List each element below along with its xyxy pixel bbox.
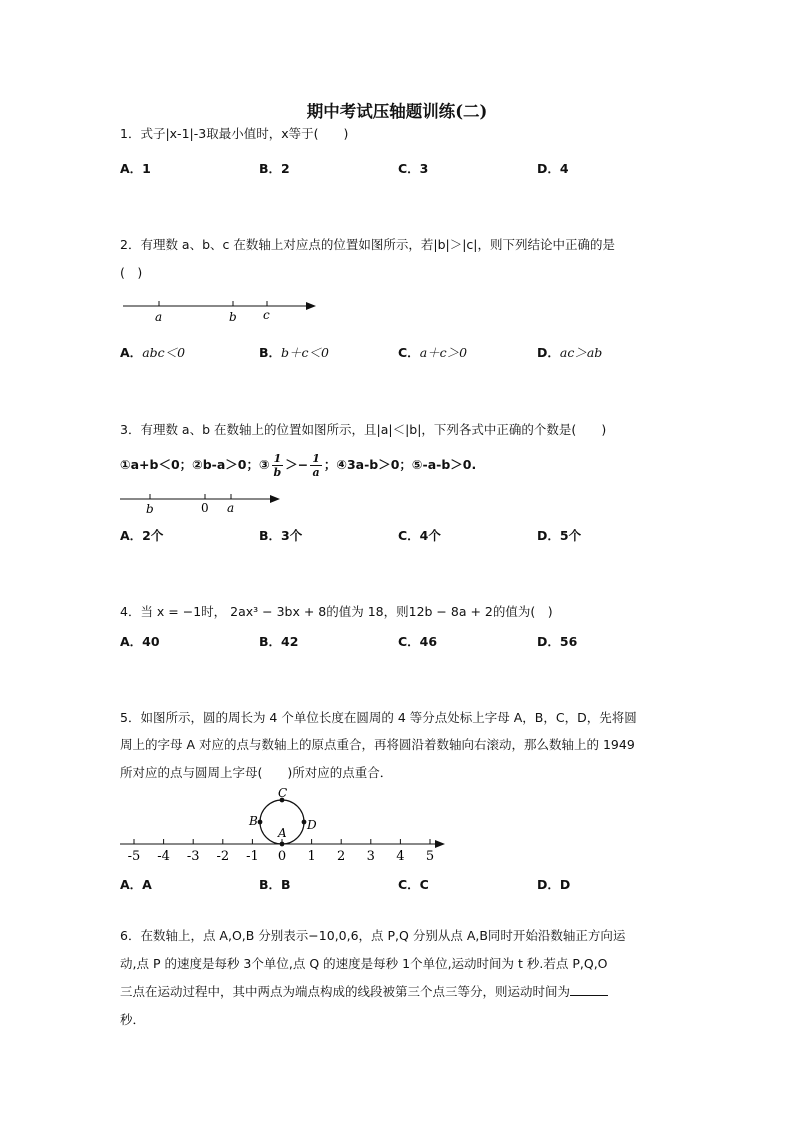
- q2-option-d[interactable]: [537, 343, 602, 361]
- q3-option-c[interactable]: C．4个: [398, 528, 441, 543]
- q5-label-c: C: [278, 786, 288, 800]
- q5-point-b: [258, 820, 263, 825]
- q1-option-a[interactable]: A．1: [120, 161, 151, 176]
- q2-label-c: c: [263, 308, 270, 322]
- q3-frac2-num: 1: [312, 452, 320, 465]
- q2-axis-arrow: [306, 302, 316, 310]
- question-6-stem-line4: 秒．: [120, 1012, 146, 1027]
- q2-option-d-value: ac＞ab: [559, 345, 603, 360]
- q5-tick-label: -1: [246, 849, 259, 864]
- question-6-stem-line2: 动,点 P 的速度是每秒 3个单位,点 Q 的速度是每秒 1个单位,运动时间为 t 秒.若点 P,Q,O: [120, 956, 608, 971]
- q3-option-a[interactable]: A．2个: [120, 528, 164, 543]
- q3-items-part2: ；④3a-b＞0；⑤-a-b＞0.: [323, 457, 477, 472]
- q4-option-c[interactable]: C．46: [398, 634, 438, 649]
- q2-option-a[interactable]: [120, 343, 185, 361]
- q3-items-part1: ①a+b＜0；②b-a＞0；③: [120, 457, 270, 472]
- q5-tick-label: 0: [277, 849, 287, 864]
- q5-option-b[interactable]: B．B: [259, 877, 291, 892]
- question-6-stem-line1: 6．在数轴上，点 A,O,B 分别表示−10,0,6，点 P,Q 分别从点 A,B同时开始沿数轴正方向运: [120, 928, 626, 943]
- question-1-stem: 1．式子|x-1|-3取最小值时，x等于( ): [120, 126, 349, 141]
- q4-option-d[interactable]: D．56: [537, 634, 578, 649]
- q3-option-b[interactable]: B．3个: [259, 528, 303, 543]
- q3-label-0: 0: [201, 501, 209, 515]
- q5-tick-label: -2: [216, 849, 230, 864]
- q3-label-b: b: [146, 502, 154, 516]
- q3-axis-arrow: [270, 495, 280, 503]
- q2-option-c-value: a＋c＞0: [419, 345, 468, 360]
- q1-option-d[interactable]: D．4: [537, 161, 569, 176]
- q3-frac1-den: b: [273, 466, 282, 479]
- q2-option-c-prefix: C．: [398, 345, 420, 360]
- q3-number-line: [116, 488, 286, 518]
- question-5-stem-line1: 5．如图所示，圆的周长为 4 个单位长度在圆周的 4 等分点处标上字母 A，B，C，D，先将圆: [120, 710, 637, 725]
- q5-number-line-figure: [114, 786, 454, 866]
- question-4-stem: 4．当 x = −1时， 2ax³ − 3bx + 8的值为 18，则12b − 8a + 2的值为( ): [120, 604, 553, 619]
- q3-frac1-num: 1: [273, 452, 282, 465]
- q2-label-b: b: [229, 310, 237, 324]
- q5-tick-label: 2: [337, 849, 346, 864]
- q2-option-b-value: b＋c＜0: [281, 345, 329, 360]
- question-3-items: [120, 452, 476, 479]
- q3-fraction-1: [272, 452, 284, 479]
- q2-option-a-prefix: A．: [120, 345, 143, 360]
- q5-tick-label: 1: [307, 849, 316, 864]
- question-3-stem: 3．有理数 a、b 在数轴上的位置如图所示，且|a|＜|b|，下列各式中正确的个数是( ): [120, 422, 607, 437]
- q2-option-b[interactable]: [259, 343, 329, 361]
- question-2-stem-line1: 2．有理数 a、b、c 在数轴上对应点的位置如图所示，若|b|＞|c|，则下列结论中正确的是: [120, 237, 616, 252]
- q5-tick-label: -4: [157, 849, 170, 864]
- question-2-stem-line2: ( ): [120, 265, 143, 280]
- q5-tick-label: 4: [396, 849, 405, 864]
- q3-option-d[interactable]: D．5个: [537, 528, 582, 543]
- question-5-stem-line2: 周上的字母 A 对应的点与数轴上的原点重合，再将圆沿着数轴向右滚动，那么数轴上的 1949: [120, 737, 635, 752]
- page-title: 期中考试压轴题训练(二): [306, 102, 488, 121]
- q4-option-a[interactable]: A．40: [120, 634, 160, 649]
- q5-option-d[interactable]: D．D: [537, 877, 571, 892]
- question-5-stem-line3: 所对应的点与圆周上字母( )所对应的点重合．: [120, 765, 393, 780]
- q3-label-a: a: [227, 501, 235, 515]
- q3-items-gt: ＞−: [285, 457, 309, 472]
- q2-label-a: a: [155, 310, 163, 324]
- q5-tick-label: -5: [127, 849, 141, 864]
- q1-option-c[interactable]: C．3: [398, 161, 429, 176]
- question-6-stem-line3: 三点在运动过程中，其中两点为端点构成的线段被第三个点三等分，则运动时间为: [120, 984, 571, 999]
- q4-option-b[interactable]: B．42: [259, 634, 299, 649]
- q5-axis-arrow: [435, 840, 445, 848]
- q2-option-c[interactable]: [398, 343, 467, 361]
- q5-tick-label: 5: [425, 849, 435, 864]
- q5-label-d: D: [307, 818, 317, 832]
- q2-option-b-prefix: B．: [259, 345, 282, 360]
- q5-option-c[interactable]: C．C: [398, 877, 429, 892]
- q3-frac2-den: a: [312, 466, 320, 479]
- q2-number-line: [118, 294, 328, 328]
- q2-option-d-prefix: D．: [537, 345, 560, 360]
- q5-option-a[interactable]: A．A: [120, 877, 152, 892]
- q5-label-a: A: [278, 826, 287, 840]
- q3-fraction-2: [310, 452, 322, 479]
- q5-tick-label: 3: [366, 849, 375, 864]
- question-6-stem-line3-wrap: [120, 978, 680, 1006]
- q1-option-b[interactable]: B．2: [259, 161, 290, 176]
- q6-answer-blank[interactable]: [570, 983, 608, 996]
- q5-label-b: B: [249, 814, 258, 828]
- q2-option-a-value: abc＜0: [142, 345, 186, 360]
- q5-tick-label: -3: [186, 849, 200, 864]
- q5-point-d: [302, 820, 307, 825]
